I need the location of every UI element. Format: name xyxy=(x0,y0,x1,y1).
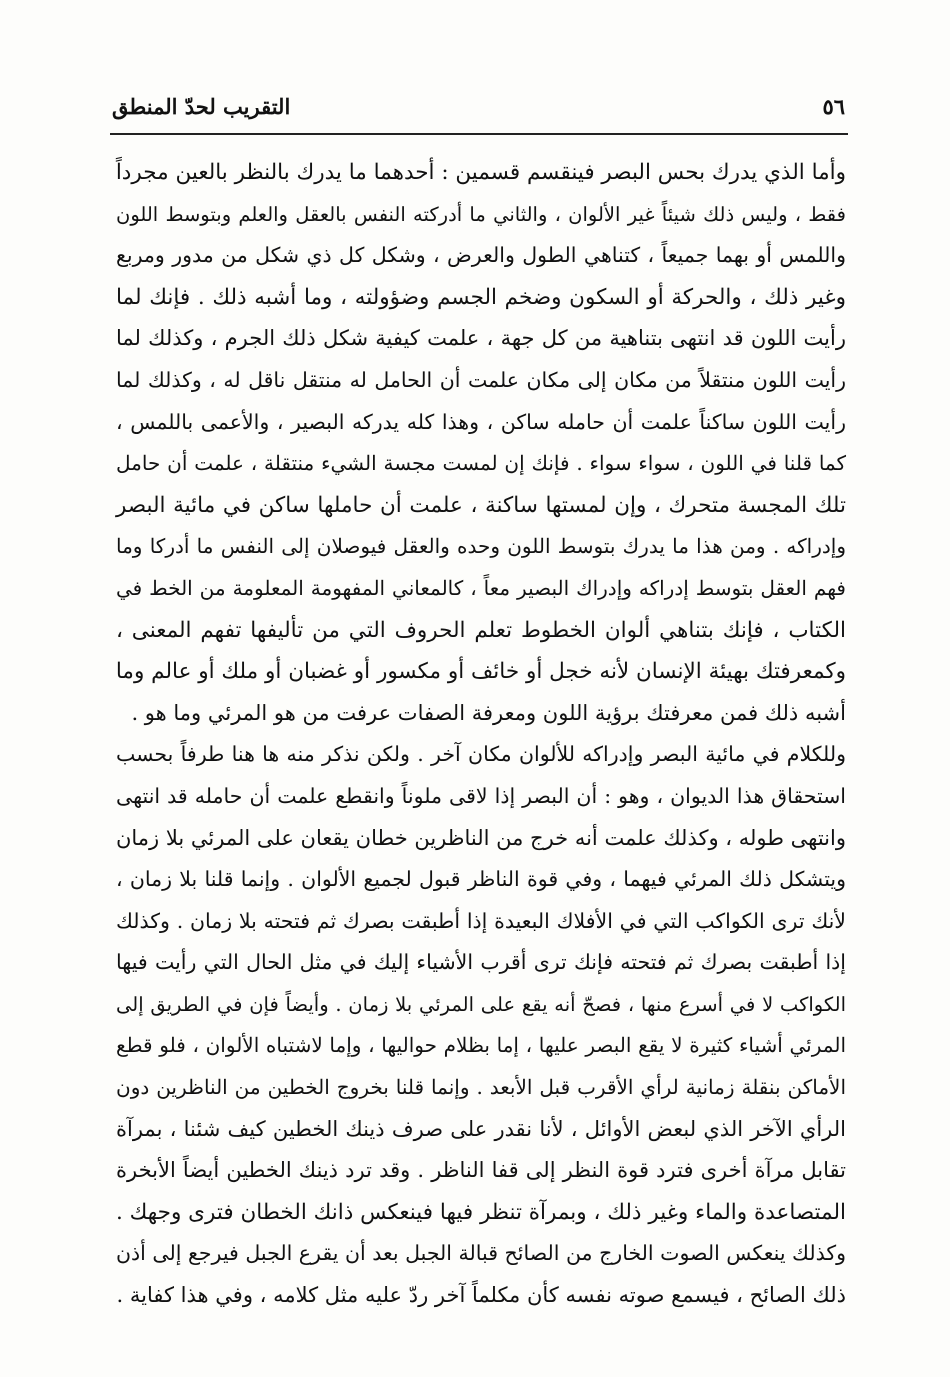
text-line: أشبه ذلك فمن معرفتك برؤية اللون ومعرفة الصفات عرفت من هو المرئي وما هو . xyxy=(131,700,846,725)
text-line: وغير ذلك ، والحركة أو السكون وضخم الجسم وضؤولته ، وما أشبه ذلك . فإنك لما xyxy=(116,284,846,310)
text-line: استحقاق هذا الديوان ، وهو : أن البصر إذا لاقى ملوناً وانقطع علمت أن حامله قد انتهى xyxy=(116,783,846,808)
text-line: الكواكب لا في أسرع منها ، فصحّ أنه يقع على المرئي بلا زمان . وأيضاً فإن في الطريق إلى xyxy=(116,992,846,1016)
text-line: تقابل مرآة أخرى فترد قوة النظر إلى قفا الناظر . وقد ترد ذينك الخطين أيضاً الأبخرة xyxy=(116,1158,846,1183)
text-line: الكتاب ، فإنك بتناهي ألوان الخطوط تعلم الحروف التي من تأليفها تفهم المعنى ، xyxy=(116,617,846,643)
page-number: ٥٦ xyxy=(822,94,845,119)
text-line: وكذلك ينعكس الصوت الخارج من الصائح قبالة الجبل بعد أن يقرع الجبل فيرجع إلى أذن xyxy=(116,1241,846,1266)
text-line: ذلك الصائح ، فيسمع صوته نفسه كأن مكلماً آخر ردّ عليه مثل كلامه ، وفي هذا كفاية . xyxy=(116,1283,846,1308)
running-title: التقريب لحدّ المنطق xyxy=(112,94,291,119)
body-text xyxy=(116,152,846,1317)
text-line: فقط ، وليس ذلك شيئاً غير الألوان ، والثاني ما أدركته النفس بالعقل والعلم وبتوسط اللون xyxy=(116,202,846,226)
text-line: لأنك ترى الكواكب التي في الأفلاك البعيدة إذا أطبقت بصرك ثم فتحته بلا زمان . وكذلك xyxy=(116,908,846,933)
text-line: وانتهى طوله ، وكذلك علمت أنه خرج من الناظرين خطان يقعان على المرئي بلا زمان xyxy=(115,825,846,850)
text-line: تلك المجسة متحرك ، وإن لمستها ساكنة ، علمت أن حاملها ساكن في مائية البصر xyxy=(116,492,846,518)
text-line: رأيت اللون ساكناً علمت أن حامله ساكن ، وهذا كله يدركه البصير ، والأعمى باللمس ، xyxy=(116,409,846,434)
header-rule xyxy=(110,133,848,135)
text-line: الأماكن بنقلة زمانية لرأي الأقرب قبل الأبعد . وإنما قلنا بخروج الخطين من الناظرين دون xyxy=(116,1075,847,1100)
text-line: وأما الذي يدرك بحس البصر فينقسم قسمين : أحدهما ما يدرك بالنظر بالعين مجرداً xyxy=(115,160,846,185)
text-line: ويتشكل ذلك المرئي فيهما ، وفي قوة الناظر قبول لجميع الألوان . وإنما قلنا بلا زمان ، xyxy=(116,867,846,892)
text-line: المتصاعدة والماء وغير ذلك ، وبمرآة تنظر فيها فينعكس ذانك الخطان فترى وجهك . xyxy=(115,1199,846,1225)
text-line: واللمس أو بهما جميعاً ، كتناهي الطول والعرض ، وشكل كل ذي شكل من مدور ومربع xyxy=(116,243,846,268)
text-line: رأيت اللون منتقلاً من مكان إلى مكان علمت أن الحامل له منتقل ناقل له ، وكذلك لما xyxy=(116,367,846,392)
text-line: المرئي أشياء كثيرة لا يقع البصر عليها ، إما بظلام حواليها ، وإما لاشتباه الألوان ، فلو قطع xyxy=(116,1033,846,1058)
text-line: وكمعرفتك بهيئة الإنسان لأنه خجل أو خائف أو مكسور أو غضبان أو ملك أو عالم وما xyxy=(115,659,846,685)
text-line: كما قلنا في اللون ، سواء سواء . فإنك إن لمست مجسة الشيء منتقلة ، علمت أن حامل xyxy=(116,451,846,476)
text-line: وللكلام في مائية البصر وإدراكه للألوان مكان آخر . ولكن نذكر منه ها هنا طرفاً بحسب xyxy=(116,742,846,767)
text-line: وإدراكه . ومن هذا ما يدرك بتوسط اللون وحده والعقل فيوصلان إلى النفس ما أدركا وما xyxy=(116,534,846,559)
page-header xyxy=(110,90,850,130)
text-line: الرأي الآخر الذي لبعض الأوائل ، لأنا نقدر على صرف ذينك الخطين كيف شئنا ، بمرآة xyxy=(116,1116,846,1141)
text-line: فهم العقل بتوسط إدراكه وإدراك البصير معاً ، كالمعاني المفهومة المعلومة من الخط في xyxy=(116,575,846,600)
text-line: إذا أطبقت بصرك ثم فتحته فإنك ترى أقرب الأشياء إليك في مثل الحال التي رأيت فيها xyxy=(116,950,846,975)
text-line: رأيت اللون قد انتهى بتناهية من كل جهة ، علمت كيفية شكل ذلك الجرم ، وكذلك لما xyxy=(116,326,846,351)
